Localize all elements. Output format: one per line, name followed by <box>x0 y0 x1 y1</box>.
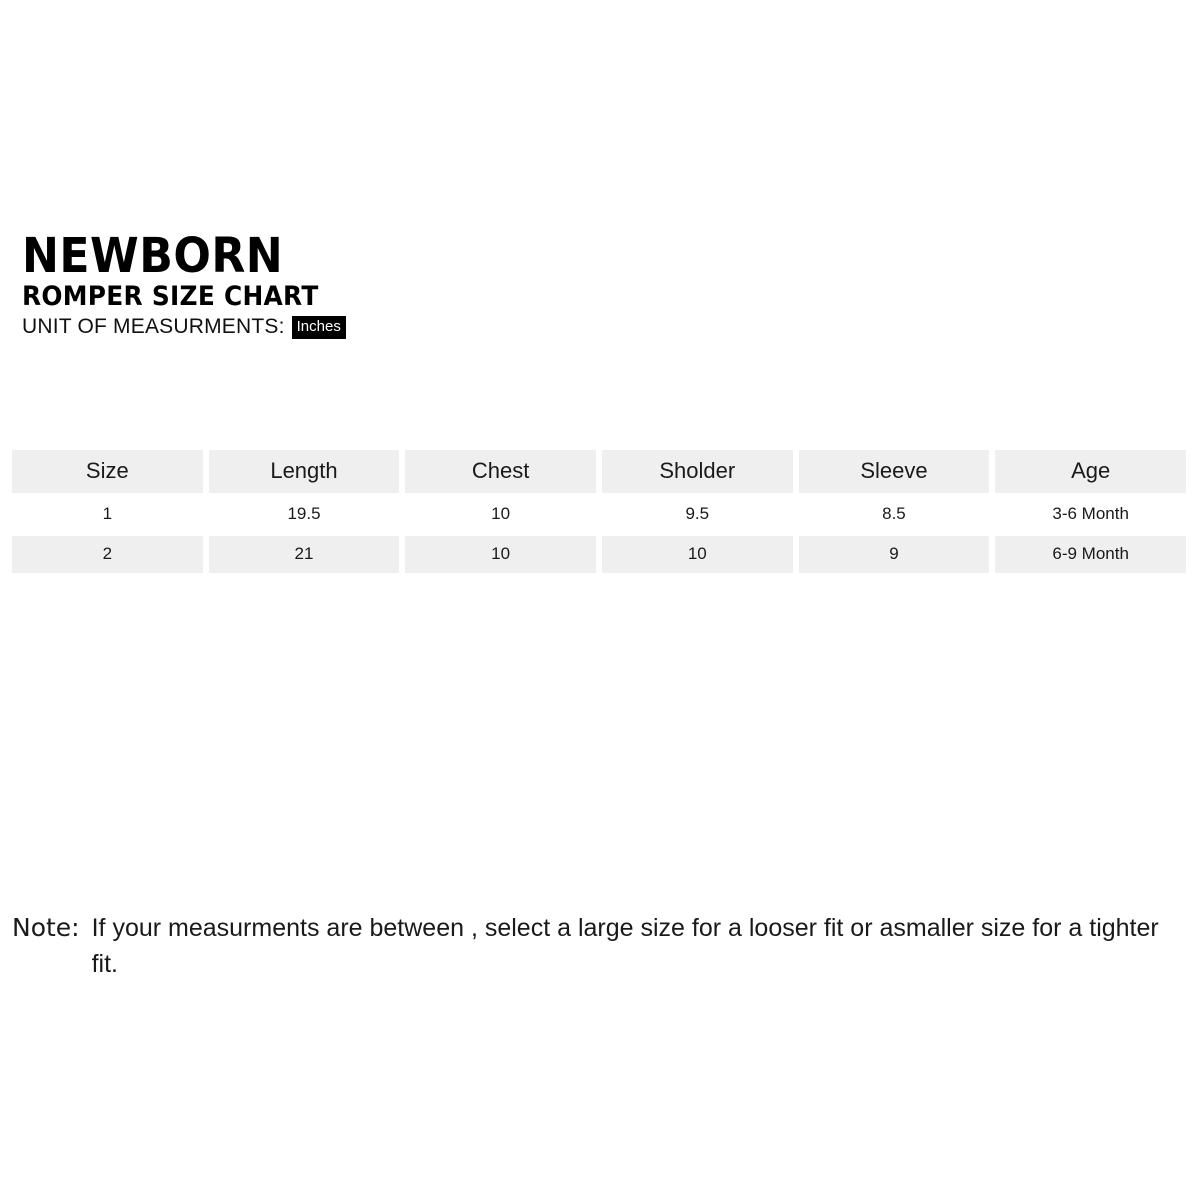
column-header-sleeve: Sleeve <box>799 450 990 493</box>
size-chart-table <box>6 447 1192 576</box>
cell-sholder: 10 <box>602 536 793 573</box>
unit-badge: Inches <box>292 316 346 339</box>
cell-sleeve: 9 <box>799 536 990 573</box>
table-row <box>12 496 1186 533</box>
cell-chest: 10 <box>405 496 596 533</box>
column-header-chest: Chest <box>405 450 596 493</box>
note-block <box>12 910 1192 982</box>
cell-age: 6-9 Month <box>995 536 1186 573</box>
cell-size: 1 <box>12 496 203 533</box>
cell-length: 19.5 <box>209 496 400 533</box>
column-header-age: Age <box>995 450 1186 493</box>
page-title: NEWBORN <box>22 228 284 284</box>
cell-age: 3-6 Month <box>995 496 1186 533</box>
cell-sholder: 9.5 <box>602 496 793 533</box>
table-header-row <box>12 450 1186 493</box>
column-header-length: Length <box>209 450 400 493</box>
table-row <box>12 536 1186 573</box>
column-header-size: Size <box>12 450 203 493</box>
page-subtitle: ROMPER SIZE CHART <box>22 281 319 312</box>
cell-length: 21 <box>209 536 400 573</box>
unit-label: UNIT OF MEASURMENTS: <box>22 315 285 338</box>
cell-sleeve: 8.5 <box>799 496 990 533</box>
column-header-sholder: Sholder <box>602 450 793 493</box>
note-label: Note: <box>12 913 80 942</box>
cell-size: 2 <box>12 536 203 573</box>
note-text: If your measurments are between , select a large size for a looser fit or asmaller size for a tighter fit. <box>91 914 1159 978</box>
unit-of-measurement-row <box>22 315 346 339</box>
header-block <box>22 228 346 339</box>
cell-chest: 10 <box>405 536 596 573</box>
